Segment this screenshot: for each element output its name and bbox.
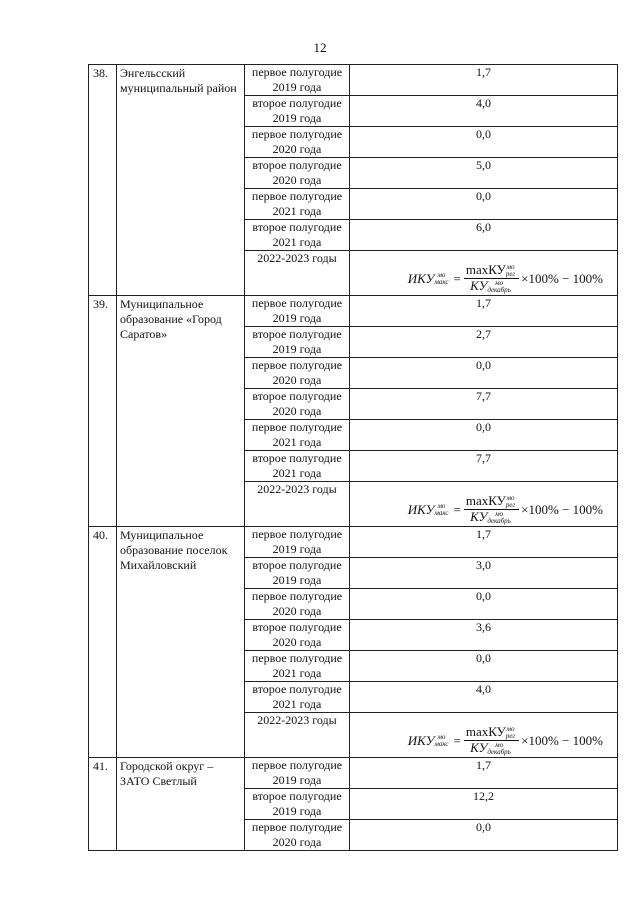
value-cell: 3,0	[350, 558, 618, 589]
period-cell: первое полугодие 2020 года	[245, 358, 350, 389]
period-cell: второе полугодие 2021 года	[245, 220, 350, 251]
period-cell: 2022-2023 годы	[245, 251, 350, 296]
formula-lhs-sup: мо	[437, 732, 446, 741]
formula-equals: =	[453, 733, 461, 749]
period-cell: второе полугодие 2020 года	[245, 620, 350, 651]
formula-numerator: maxКУ	[465, 724, 506, 739]
formula-numerator: maxКУ	[465, 493, 506, 508]
entry-name: Муниципальное образование поселок Михайловский	[117, 527, 245, 758]
formula-tail: ×100% − 100%	[521, 502, 603, 518]
period-cell: первое полугодие 2020 года	[245, 589, 350, 620]
period-cell: первое полугодие 2019 года	[245, 758, 350, 789]
value-cell: 0,0	[350, 589, 618, 620]
period-cell: второе полугодие 2019 года	[245, 789, 350, 820]
formula-num-sub: рег	[505, 270, 516, 279]
formula-denominator: КУ	[470, 278, 488, 294]
period-cell: второе полугодие 2021 года	[245, 451, 350, 482]
formula-equals: =	[453, 502, 461, 518]
formula-den-sub: декабрь	[487, 748, 511, 757]
formula-num-sub: рег	[505, 501, 516, 510]
value-cell: 1,7	[350, 758, 618, 789]
entry-number: 40.	[89, 527, 117, 758]
formula-lhs: ИКУ	[407, 502, 435, 518]
value-cell: 7,7	[350, 451, 618, 482]
formula-tail: ×100% − 100%	[521, 271, 603, 287]
page-number: 12	[313, 40, 327, 55]
period-cell: второе полугодие 2020 года	[245, 389, 350, 420]
value-cell: 4,0	[350, 682, 618, 713]
formula-num-sup: мо	[506, 263, 515, 272]
formula-tail: ×100% − 100%	[521, 733, 603, 749]
formula-lhs: ИКУ	[407, 733, 435, 749]
period-cell: второе полугодие 2020 года	[245, 158, 350, 189]
value-cell: 0,0	[350, 420, 618, 451]
formula-cell	[350, 251, 618, 296]
period-cell: первое полугодие 2020 года	[245, 820, 350, 851]
period-cell: первое полугодие 2021 года	[245, 189, 350, 220]
period-cell: первое полугодие 2021 года	[245, 651, 350, 682]
formula	[350, 263, 617, 294]
formula-den-sub: декабрь	[487, 517, 511, 526]
formula-den-sup: мо	[495, 279, 504, 288]
value-cell: 1,7	[350, 65, 618, 96]
formula-equals: =	[453, 271, 461, 287]
formula-lhs: ИКУ	[407, 271, 435, 287]
formula	[350, 725, 617, 756]
formula-lhs-sup: мо	[437, 270, 446, 279]
entry-number: 39.	[89, 296, 117, 527]
formula-den-sup: мо	[495, 741, 504, 750]
formula	[350, 494, 617, 525]
formula-cell	[350, 713, 618, 758]
value-cell: 2,7	[350, 327, 618, 358]
period-cell: первое полугодие 2019 года	[245, 296, 350, 327]
formula-fraction	[464, 725, 519, 756]
period-cell: 2022-2023 годы	[245, 482, 350, 527]
formula-denominator: КУ	[470, 509, 488, 525]
entry-number: 41.	[89, 758, 117, 851]
value-cell: 7,7	[350, 389, 618, 420]
formula-lhs-sub: макс	[434, 277, 449, 286]
formula-denominator: КУ	[470, 740, 488, 756]
entry-name: Городской округ – ЗАТО Светлый	[117, 758, 245, 851]
table-row	[89, 296, 618, 327]
formula-num-sup: мо	[506, 725, 515, 734]
formula-lhs-sup: мо	[437, 501, 446, 510]
period-cell: первое полугодие 2019 года	[245, 527, 350, 558]
value-cell: 0,0	[350, 651, 618, 682]
value-cell: 1,7	[350, 296, 618, 327]
formula-den-sup: мо	[495, 510, 504, 519]
value-cell: 4,0	[350, 96, 618, 127]
formula-fraction	[464, 494, 519, 525]
period-cell: 2022-2023 годы	[245, 713, 350, 758]
entry-number: 38.	[89, 65, 117, 296]
table-row	[89, 527, 618, 558]
period-cell: первое полугодие 2020 года	[245, 127, 350, 158]
value-cell: 6,0	[350, 220, 618, 251]
value-cell: 0,0	[350, 820, 618, 851]
period-cell: первое полугодие 2019 года	[245, 65, 350, 96]
period-cell: первое полугодие 2021 года	[245, 420, 350, 451]
formula-numerator: maxКУ	[465, 262, 506, 277]
value-cell: 0,0	[350, 189, 618, 220]
municipality-table	[88, 64, 618, 851]
period-cell: второе полугодие 2019 года	[245, 96, 350, 127]
value-cell: 5,0	[350, 158, 618, 189]
table-row	[89, 758, 618, 789]
value-cell: 12,2	[350, 789, 618, 820]
formula-lhs-sub: макс	[434, 739, 449, 748]
value-cell: 3,6	[350, 620, 618, 651]
formula-num-sup: мо	[506, 494, 515, 503]
formula-lhs-sub: макс	[434, 508, 449, 517]
value-cell: 1,7	[350, 527, 618, 558]
formula-cell	[350, 482, 618, 527]
formula-num-sub: рег	[505, 732, 516, 741]
value-cell: 0,0	[350, 127, 618, 158]
table-row	[89, 65, 618, 96]
period-cell: второе полугодие 2019 года	[245, 558, 350, 589]
period-cell: второе полугодие 2019 года	[245, 327, 350, 358]
period-cell: второе полугодие 2021 года	[245, 682, 350, 713]
formula-den-sub: декабрь	[487, 286, 511, 295]
entry-name: Муниципальное образование «Город Саратов»	[117, 296, 245, 527]
formula-fraction	[464, 263, 519, 294]
value-cell: 0,0	[350, 358, 618, 389]
entry-name: Энгельсский муниципальный район	[117, 65, 245, 296]
